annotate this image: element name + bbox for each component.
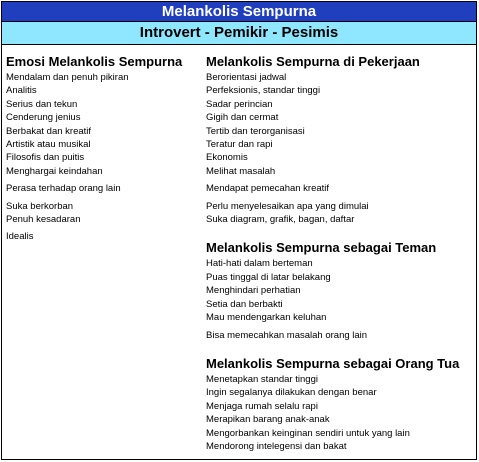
section-orang-tua <box>202 356 474 453</box>
list-item: Analitis <box>6 85 37 97</box>
list-item: Menghindari perhatian <box>206 285 301 297</box>
list-item: Cenderung jenius <box>6 112 81 124</box>
item-group <box>6 71 198 178</box>
page-subtitle: Introvert - Pemikir - Pesimis <box>2 22 476 45</box>
list-item: Puas tinggal di latar belakang <box>206 271 331 283</box>
list-item: Bisa memecahkan masalah orang lain <box>206 329 368 341</box>
item-group <box>202 182 474 195</box>
left-column <box>6 54 198 244</box>
list-item: Gigih dan cermat <box>206 112 279 124</box>
list-item: Sadar perincian <box>206 98 273 110</box>
section-heading: Melankolis Sempurna di Pekerjaan <box>206 54 420 69</box>
list-item: Melihat masalah <box>206 165 276 177</box>
section-heading: Melankolis Sempurna sebagai Teman <box>206 240 437 256</box>
item-group <box>202 257 474 324</box>
list-item: Mengorbankan keinginan sendiri untuk yang lain <box>206 427 410 439</box>
section-teman <box>202 240 474 341</box>
list-item: Merapikan barang anak-anak <box>206 414 330 426</box>
list-item: Berbakat dan kreatif <box>6 125 92 137</box>
section-pekerjaan <box>202 54 474 226</box>
list-item: Idealis <box>6 231 34 243</box>
list-item: Ingin segalanya dilakukan dengan benar <box>206 387 377 399</box>
list-item: Hati-hati dalam berteman <box>206 258 313 270</box>
list-item: Tertib dan terorganisasi <box>206 125 305 137</box>
item-group <box>202 329 474 342</box>
list-item: Mendorong intelegensi dan bakat <box>206 440 347 452</box>
list-item: Suka berkorban <box>6 200 74 212</box>
item-group <box>6 200 198 227</box>
list-item: Menetapkan standar tinggi <box>206 373 318 385</box>
list-item: Filosofis dan puitis <box>6 152 85 164</box>
section-heading: Emosi Melankolis Sempurna <box>6 54 183 69</box>
list-item: Menghargai keindahan <box>6 165 103 177</box>
list-item: Berorientasi jadwal <box>206 72 287 83</box>
list-item: Serius dan tekun <box>6 98 78 110</box>
list-item: Mendalam dan penuh pikiran <box>6 72 129 83</box>
list-item: Mendapat pemecahan kreatif <box>206 183 330 195</box>
right-column <box>202 54 474 453</box>
list-item: Penuh kesadaran <box>6 214 81 226</box>
document-frame <box>1 1 477 460</box>
page-title: Melankolis Sempurna <box>2 2 476 22</box>
list-item: Suka diagram, grafik, bagan, daftar <box>206 214 355 226</box>
section-heading: Melankolis Sempurna sebagai Orang Tua <box>206 355 460 371</box>
list-item: Ekonomis <box>206 152 248 164</box>
list-item: Menjaga rumah selalu rapi <box>206 400 318 412</box>
list-item: Perasa terhadap orang lain <box>6 183 121 195</box>
list-item: Setia dan berbakti <box>206 298 283 310</box>
list-item: Teratur dan rapi <box>206 139 273 151</box>
item-group <box>6 230 198 243</box>
item-group <box>202 200 474 227</box>
list-item: Perfeksionis, standar tinggi <box>206 85 321 97</box>
item-group <box>6 182 198 195</box>
list-item: Perlu menyelesaikan apa yang dimulai <box>206 200 369 212</box>
section-emosi <box>6 54 198 244</box>
list-item: Artistik atau musikal <box>6 139 91 151</box>
item-group <box>202 373 474 453</box>
item-group <box>202 71 474 178</box>
list-item: Mau mendengarkan keluhan <box>206 312 327 324</box>
